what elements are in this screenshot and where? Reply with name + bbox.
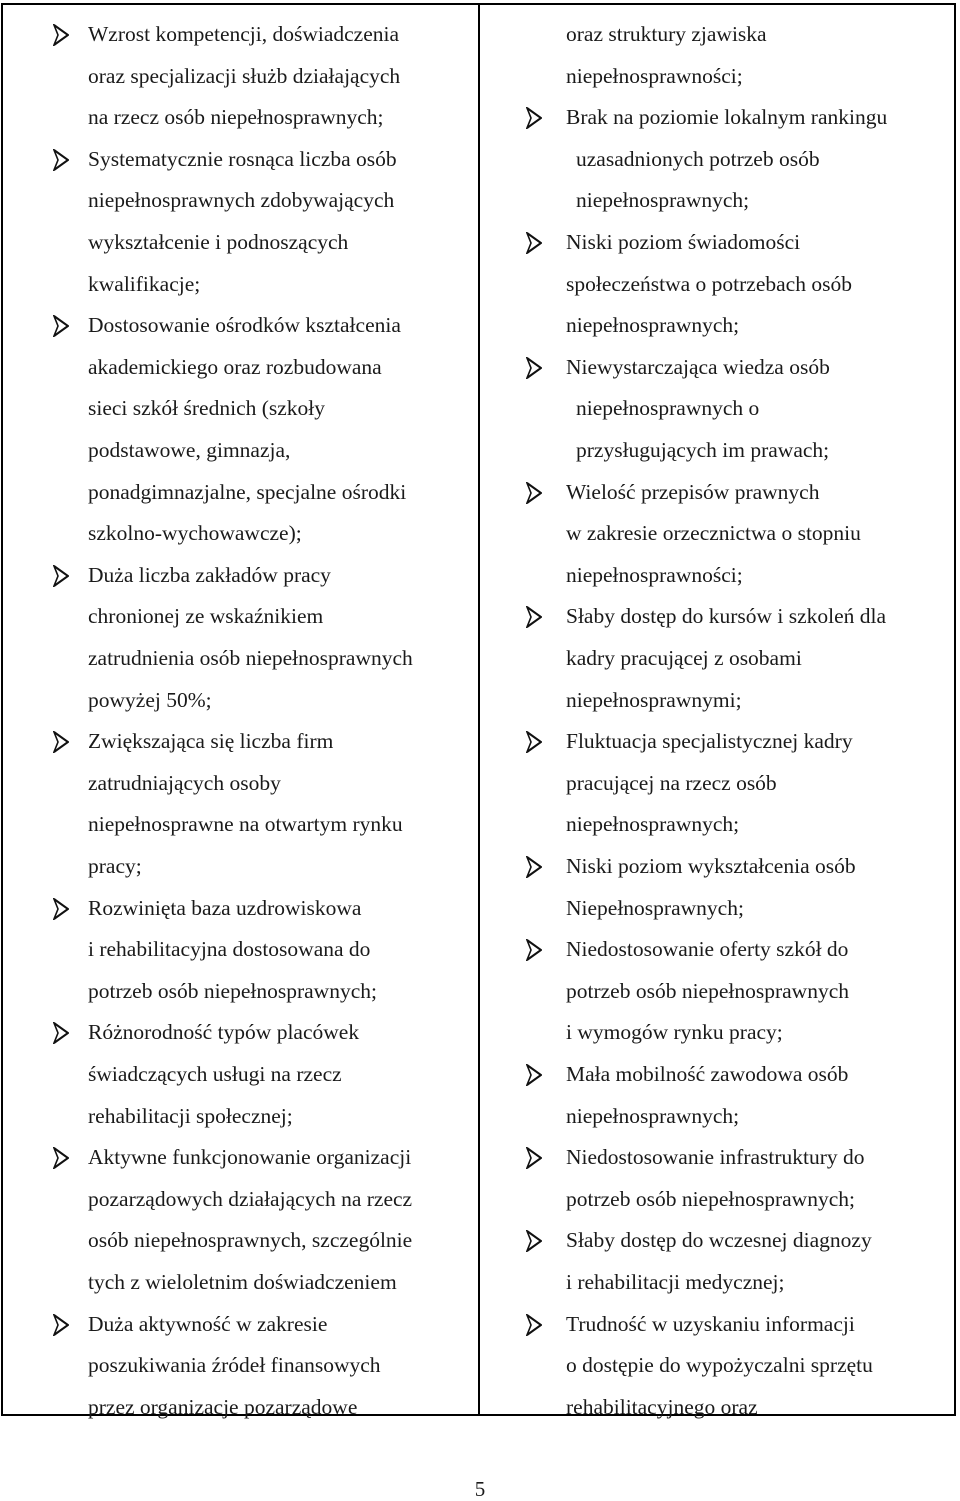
left_column-line: powyżej 50%; [88, 687, 212, 712]
right_column-line: Niepełnosprawnych; [566, 895, 744, 920]
arrowhead-bullet-icon [526, 107, 542, 129]
arrowhead-bullet-icon [526, 1147, 542, 1169]
left_column-line: ponadgimnazjalne, specjalne ośrodki [88, 479, 407, 504]
right_column-line: potrzeb osób niepełnosprawnych; [566, 1186, 855, 1211]
arrowhead-bullet-icon [526, 232, 542, 254]
right_column-line: niepełnosprawnych; [566, 1103, 740, 1128]
arrowhead-bullet-icon [53, 731, 69, 753]
left_column-line: sieci szkół średnich (szkoły [88, 396, 326, 421]
left_column-line: Duża liczba zakładów pracy [88, 562, 331, 587]
left_column-line: pozarządowych działających na rzecz [88, 1186, 413, 1211]
arrowhead-bullet-icon [53, 149, 69, 171]
right_column-line: Fluktuacja specjalistycznej kadry [566, 729, 853, 754]
right_column-line: Niedostosowanie oferty szkół do [566, 937, 849, 962]
arrowhead-bullet-icon [53, 898, 69, 920]
arrowhead-bullet-icon [53, 24, 69, 46]
right_column-line: Niski poziom świadomości [566, 230, 801, 254]
arrowhead-bullet-icon [53, 1314, 69, 1336]
left_column-line: podstawowe, gimnazja, [88, 438, 291, 462]
right_column-line: Wielość przepisów prawnych [566, 479, 820, 504]
swot-table [1, 3, 956, 1419]
left_column-line: zatrudnienia osób niepełnosprawnych [88, 646, 413, 670]
right_column-line: o dostępie do wypożyczalni sprzętu [566, 1353, 873, 1378]
arrowhead-bullet-icon [526, 1064, 542, 1086]
left_column-line: szkolno-wychowawcze); [88, 521, 302, 546]
right_column-line: oraz struktury zjawiska [566, 22, 767, 46]
arrowhead-bullet-icon [526, 856, 542, 878]
left_column-line: przez organizacje pozarządowe [88, 1394, 358, 1419]
right_column-line: rehabilitacyjnego oraz [566, 1394, 758, 1419]
right_column-line: w zakresie orzecznictwa o stopniu [566, 521, 861, 546]
arrowhead-bullet-icon [526, 482, 542, 504]
right_column-line: Brak na poziomie lokalnym rankingu [566, 105, 888, 130]
left_column-line: Dostosowanie ośrodków kształcenia [88, 313, 401, 338]
right_column-line: Słaby dostęp do kursów i szkoleń dla [566, 604, 887, 629]
arrowhead-bullet-icon [526, 1314, 542, 1336]
arrowhead-bullet-icon [526, 606, 542, 628]
left_column-line: potrzeb osób niepełnosprawnych; [88, 978, 377, 1003]
arrowhead-bullet-icon [526, 731, 542, 753]
left_column-line: pracy; [88, 854, 142, 878]
left_column-line: Zwiększająca się liczba firm [88, 729, 334, 754]
right_column-line: kadry pracującej z osobami [566, 646, 802, 670]
left_column-line: kwalifikacje; [88, 271, 201, 296]
right_column-line: potrzeb osób niepełnosprawnych [566, 978, 850, 1003]
right_column-line: Niski poziom wykształcenia osób [566, 854, 856, 878]
left_column-line: poszukiwania źródeł finansowych [88, 1353, 381, 1378]
left_column-line: niepełnosprawne na otwartym rynku [88, 812, 403, 837]
arrowhead-bullet-icon [53, 1147, 69, 1169]
left_column-line: chronionej ze wskaźnikiem [88, 604, 324, 629]
right_column-line: uzasadnionych potrzeb osób [576, 146, 820, 171]
right_column-line: i wymogów rynku pracy; [566, 1020, 783, 1045]
arrowhead-bullet-icon [526, 357, 542, 379]
right_column-line: niepełnosprawnych; [566, 812, 740, 837]
right_column-line: Mała mobilność zawodowa osób [566, 1062, 849, 1086]
page-number: 5 [474, 1477, 486, 1501]
right_column-line: niepełnosprawnych o [576, 396, 760, 421]
arrowhead-bullet-icon [526, 1230, 542, 1252]
left_column-line: na rzecz osób niepełnosprawnych; [88, 105, 384, 130]
right_column-line: niepełnosprawnych; [576, 188, 750, 213]
right_column-line: pracującej na rzecz osób [566, 770, 777, 795]
arrowhead-bullet-icon [53, 565, 69, 587]
left_column-line: Rozwinięta baza uzdrowiskowa [88, 895, 362, 920]
right_column-line: Niedostosowanie infrastruktury do [566, 1145, 865, 1170]
right_column-line: Niewystarczająca wiedza osób [566, 354, 830, 379]
strengths-column [3, 5, 478, 1419]
arrowhead-bullet-icon [53, 315, 69, 337]
left_column-line: wykształcenie i podnoszących [88, 230, 349, 254]
right_column-line: przysługujących im prawach; [576, 438, 830, 462]
left_column-line: rehabilitacji społecznej; [88, 1103, 293, 1128]
right_column-line: Słaby dostęp do wczesnej diagnozy [566, 1228, 872, 1253]
right_column-line: niepełnosprawnymi; [566, 687, 742, 712]
left_column-line: akademickiego oraz rozbudowana [88, 354, 382, 379]
right_column-line: społeczeństwa o potrzebach osób [566, 271, 852, 296]
left_column-line: świadczących usługi na rzecz [88, 1062, 342, 1086]
left_column-line: zatrudniających osoby [88, 770, 281, 795]
right_column-line: niepełnosprawnych; [566, 313, 740, 338]
arrowhead-bullet-icon [53, 1022, 69, 1044]
right_column-line: i rehabilitacji medycznej; [566, 1270, 785, 1294]
left_column-line: Duża aktywność w zakresie [88, 1311, 328, 1336]
left_column-line: Systematycznie rosnąca liczba osób [88, 146, 397, 171]
left_column-line: osób niepełnosprawnych, szczególnie [88, 1228, 413, 1253]
right_column-line: niepełnosprawności; [566, 63, 743, 88]
left_column-line: oraz specjalizacji służb działających [88, 63, 401, 88]
weaknesses-column [480, 5, 954, 1419]
right_column-line: Trudność w uzyskaniu informacji [566, 1311, 855, 1336]
arrowhead-bullet-icon [526, 939, 542, 961]
left_column-line: tych z wieloletnim doświadczeniem [88, 1270, 397, 1294]
left_column-line: Różnorodność typów placówek [88, 1020, 360, 1045]
left_column-line: i rehabilitacyjna dostosowana do [88, 937, 371, 962]
left_column-line: Wzrost kompetencji, doświadczenia [88, 22, 400, 46]
right_column-line: niepełnosprawności; [566, 562, 743, 587]
left_column-line: Aktywne funkcjonowanie organizacji [88, 1145, 412, 1170]
left_column-line: niepełnosprawnych zdobywających [88, 188, 395, 213]
